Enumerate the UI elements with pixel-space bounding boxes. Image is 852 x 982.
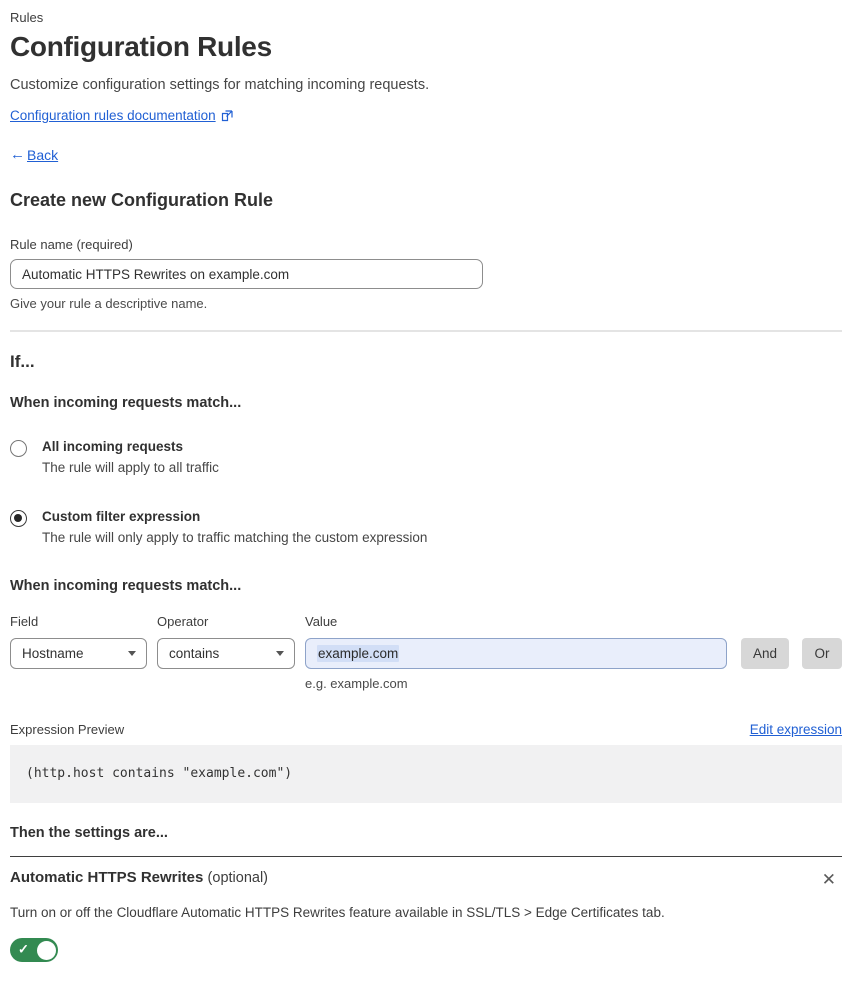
builder-match-heading: When incoming requests match...	[10, 578, 242, 594]
setting-title: Automatic HTTPS Rewrites	[10, 869, 204, 886]
field-select-value: Hostname	[22, 646, 84, 661]
value-label: Value	[305, 614, 338, 629]
chevron-down-icon	[128, 651, 136, 656]
setting-card-automatic-https-rewrites	[10, 856, 842, 962]
setting-name	[10, 869, 268, 886]
back-link-label: Back	[27, 146, 59, 163]
back-arrow-icon: ←	[10, 146, 25, 163]
rule-name-help: Give your rule a descriptive name.	[10, 296, 208, 311]
radio-checked-icon[interactable]	[10, 510, 27, 527]
breadcrumb: Rules	[10, 10, 44, 25]
field-label: Field	[10, 614, 39, 629]
radio-description: The rule will only apply to traffic matching the custom expression	[42, 530, 428, 545]
radio-all-incoming-requests[interactable]	[10, 439, 842, 475]
value-input-text: example.com	[318, 646, 399, 661]
radio-label: Custom filter expression	[42, 509, 201, 524]
operator-select-value: contains	[169, 646, 220, 661]
operator-label: Operator	[157, 614, 209, 629]
field-select[interactable]	[10, 638, 147, 669]
radio-custom-filter-expression[interactable]	[10, 509, 842, 545]
back-link[interactable]	[10, 146, 842, 163]
chevron-down-icon	[276, 651, 284, 656]
rule-name-label: Rule name (required)	[10, 237, 133, 252]
expression-preview-label: Expression Preview	[10, 722, 125, 737]
section-divider	[10, 330, 842, 332]
or-button[interactable]: Or	[802, 638, 842, 669]
operator-select[interactable]	[157, 638, 295, 669]
rule-name-input[interactable]: Automatic HTTPS Rewrites on example.com	[10, 259, 483, 289]
create-rule-heading: Create new Configuration Rule	[10, 190, 274, 210]
toggle-knob	[37, 941, 56, 960]
page-title: Configuration Rules	[10, 31, 272, 62]
close-icon[interactable]: ✕	[818, 869, 840, 890]
if-heading: If...	[10, 352, 35, 371]
match-heading: When incoming requests match...	[10, 395, 242, 411]
page-subtitle: Customize configuration settings for matching incoming requests.	[10, 77, 430, 93]
then-heading: Then the settings are...	[10, 825, 168, 841]
expression-preview-code: (http.host contains "example.com")	[10, 745, 842, 803]
edit-expression-link[interactable]: Edit expression	[749, 722, 842, 737]
value-input[interactable]	[305, 638, 727, 669]
automatic-https-rewrites-toggle[interactable]	[10, 938, 58, 962]
radio-description: The rule will apply to all traffic	[42, 460, 219, 475]
setting-description: Turn on or off the Cloudflare Automatic HTTPS Rewrites feature available in SSL/TLS > Edge Certificates tab.	[10, 905, 665, 920]
value-help: e.g. example.com	[305, 676, 408, 691]
external-link-icon	[221, 110, 232, 121]
setting-optional-label: (optional)	[207, 870, 268, 886]
documentation-link[interactable]: Configuration rules documentation	[10, 108, 216, 123]
and-button[interactable]: And	[741, 638, 789, 669]
radio-label: All incoming requests	[42, 439, 184, 454]
radio-unchecked-icon[interactable]	[10, 440, 27, 457]
check-icon: ✓	[18, 941, 29, 957]
